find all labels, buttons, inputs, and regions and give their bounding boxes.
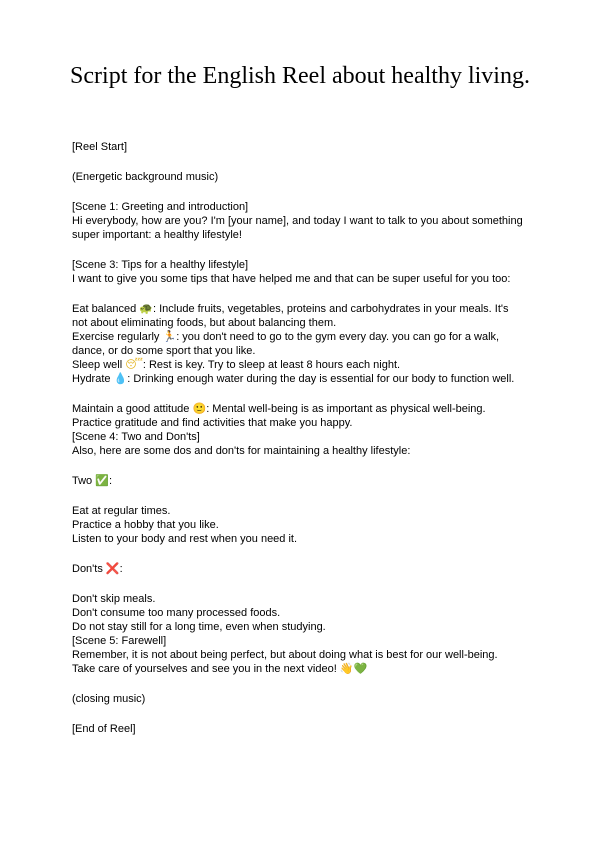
dos-suffix: : xyxy=(108,475,113,487)
dont-item-2: Don't consume too many processed foods. xyxy=(72,607,281,619)
gratitude-line: Practice gratitude and find activities that make you happy. xyxy=(72,417,353,429)
scene5-text-1: Remember, it is not about being perfect, but about doing what is best for our well-being. xyxy=(72,649,498,661)
tip-eat-text: : Include fruits, vegetables, proteins and carbohydrates in your meals. It's xyxy=(152,303,509,315)
scene4-heading: [Scene 4: Two and Don'ts] xyxy=(72,431,200,443)
reel-start: [Reel Start] xyxy=(72,141,128,153)
dos-heading xyxy=(72,474,112,488)
tip-hydrate-label: Hydrate xyxy=(72,373,111,385)
droplet-icon: 💧 xyxy=(113,372,128,385)
turtle-icon: 🐢 xyxy=(139,302,153,315)
tip-exercise-text: : you don't need to go to the gym every day. you can go for a walk, xyxy=(176,331,500,343)
tip-exercise-label: Exercise regularly xyxy=(72,331,160,343)
green-heart-icon: 💚 xyxy=(353,662,368,675)
scene3-text: I want to give you some tips that have helped me and that can be super useful for you too: xyxy=(72,273,511,285)
do-item-1: Eat at regular times. xyxy=(72,505,171,517)
tip-attitude-text: : Mental well-being is as important as physical well-being. xyxy=(206,403,486,415)
smile-icon: 🙂 xyxy=(192,402,207,415)
music-note: (Energetic background music) xyxy=(72,171,219,183)
donts-suffix: : xyxy=(119,563,123,575)
runner-icon: 🏃 xyxy=(162,330,177,343)
tip-exercise xyxy=(72,330,499,344)
end-of-reel: [End of Reel] xyxy=(72,723,136,735)
tip-eat-label: Eat balanced xyxy=(72,303,137,315)
dont-item-1: Don't skip meals. xyxy=(72,593,156,605)
tip-attitude-label: Maintain a good attitude xyxy=(72,403,190,415)
waving-hand-icon: 👋 xyxy=(339,662,354,675)
scene3-heading: [Scene 3: Tips for a healthy lifestyle] xyxy=(72,259,249,271)
tip-hydrate-text: : Drinking enough water during the day is essential for our body to function well. xyxy=(127,373,515,385)
sleepy-face-icon: 😴 xyxy=(125,358,143,371)
scene1-text-2: super important: a healthy lifestyle! xyxy=(72,229,242,241)
check-icon: ✅ xyxy=(95,474,109,487)
scene5-farewell: Take care of yourselves and see you in the next video! xyxy=(72,663,337,675)
tip-exercise-continued: dance, or do some sport that you like. xyxy=(72,345,256,357)
scene4-text: Also, here are some dos and don'ts for maintaining a healthy lifestyle: xyxy=(72,445,411,457)
document-title: Script for the English Reel about healthy living. xyxy=(70,63,530,89)
tip-eat-continued: not about eliminating foods, but about balancing them. xyxy=(72,317,337,329)
cross-icon: ❌ xyxy=(105,562,120,575)
tip-sleep xyxy=(72,358,400,372)
tip-sleep-label: Sleep well xyxy=(72,359,123,371)
do-item-2: Practice a hobby that you like. xyxy=(72,519,219,531)
tip-attitude xyxy=(72,402,486,416)
dont-item-3: Do not stay still for a long time, even when studying. xyxy=(72,621,326,633)
tip-eat xyxy=(72,302,509,316)
scene1-text-1: Hi everybody, how are you? I'm [your name], and today I want to talk to you about something xyxy=(72,215,523,227)
tip-sleep-text: : Rest is key. Try to sleep at least 8 hours each night. xyxy=(142,359,401,371)
donts-heading xyxy=(72,562,123,576)
scene1-heading: [Scene 1: Greeting and introduction] xyxy=(72,201,249,213)
scene5-text-2 xyxy=(72,662,367,676)
dos-label: Two xyxy=(72,475,93,487)
scene5-heading: [Scene 5: Farewell] xyxy=(72,635,167,647)
donts-label: Don'ts xyxy=(72,563,103,575)
tip-hydrate xyxy=(72,372,514,386)
closing-music: (closing music) xyxy=(72,693,146,705)
do-item-3: Listen to your body and rest when you need it. xyxy=(72,533,298,545)
